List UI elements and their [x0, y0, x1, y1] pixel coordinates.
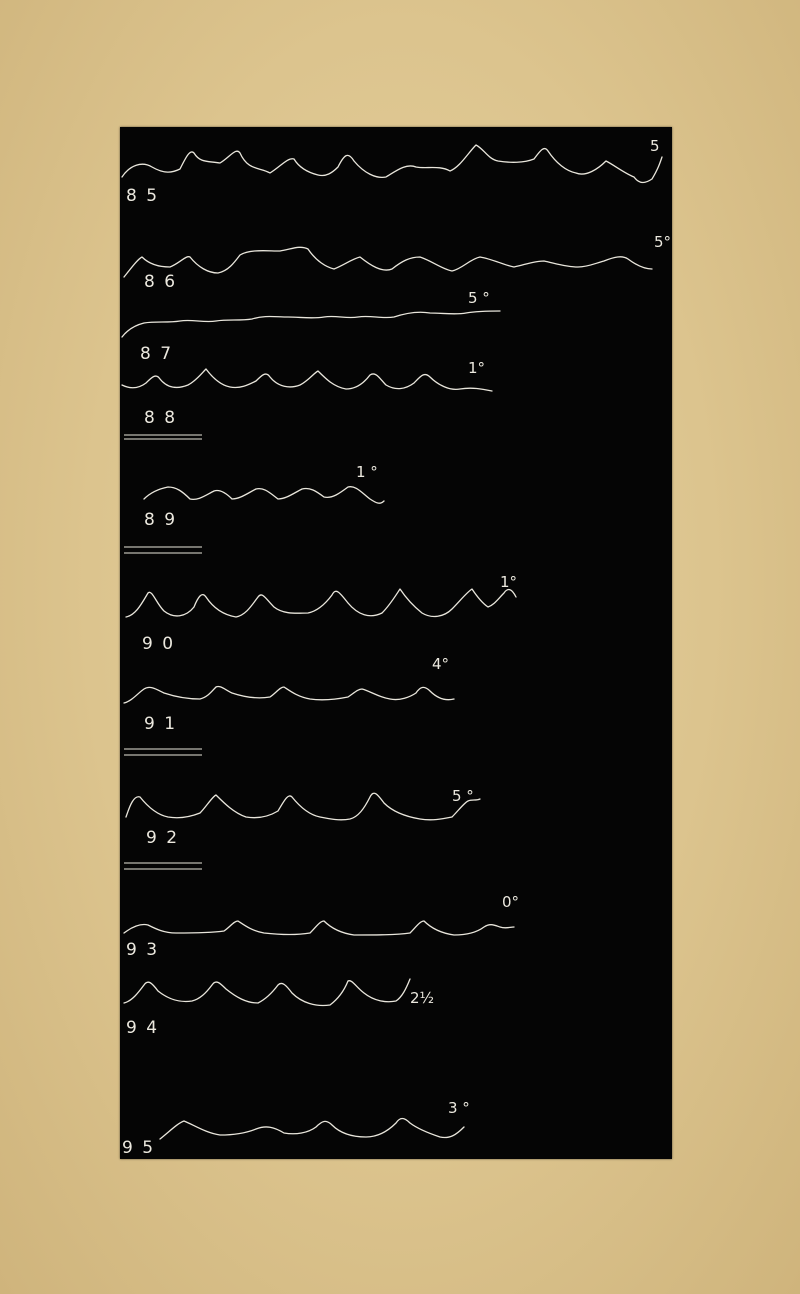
trace-label-92: 9 2	[146, 828, 180, 848]
trace-label-95: 9 5	[122, 1138, 156, 1158]
trace-label-94: 9 4	[126, 1018, 160, 1038]
pulse-trace-85	[122, 145, 662, 183]
pulse-trace-86	[124, 247, 652, 277]
trace-annotation-91: 4°	[432, 655, 450, 673]
trace-annotation-86: 5°	[654, 233, 672, 251]
trace-annotation-94: 2½	[410, 989, 435, 1007]
pulse-trace-90	[126, 589, 516, 617]
trace-annotation-95: 3 °	[448, 1099, 470, 1117]
trace-annotation-85: 5	[650, 137, 660, 155]
trace-label-88: 8 8	[144, 408, 178, 428]
trace-annotation-93: 0°	[502, 893, 520, 911]
pulse-trace-89	[144, 487, 384, 503]
trace-label-90: 9 0	[142, 634, 176, 654]
pulse-tracings	[120, 127, 672, 1159]
pulse-trace-94	[124, 979, 410, 1006]
trace-annotation-92: 5 °	[452, 787, 474, 805]
trace-annotation-87: 5 °	[468, 289, 490, 307]
sphygmograph-plate	[120, 127, 672, 1159]
trace-annotation-89: 1 °	[356, 463, 378, 481]
pulse-trace-87	[122, 311, 500, 337]
trace-label-91: 9 1	[144, 714, 178, 734]
trace-annotation-88: 1°	[468, 359, 486, 377]
trace-label-93: 9 3	[126, 940, 160, 960]
pulse-trace-91	[124, 686, 454, 703]
trace-label-87: 8 7	[140, 344, 174, 364]
trace-label-86: 8 6	[144, 272, 178, 292]
pulse-trace-93	[124, 921, 514, 935]
pulse-trace-88	[122, 369, 492, 391]
trace-annotation-90: 1°	[500, 573, 518, 591]
pulse-trace-95	[160, 1119, 464, 1140]
trace-label-89: 8 9	[144, 510, 178, 530]
trace-label-85: 8 5	[126, 186, 160, 206]
pulse-trace-92	[126, 793, 480, 820]
